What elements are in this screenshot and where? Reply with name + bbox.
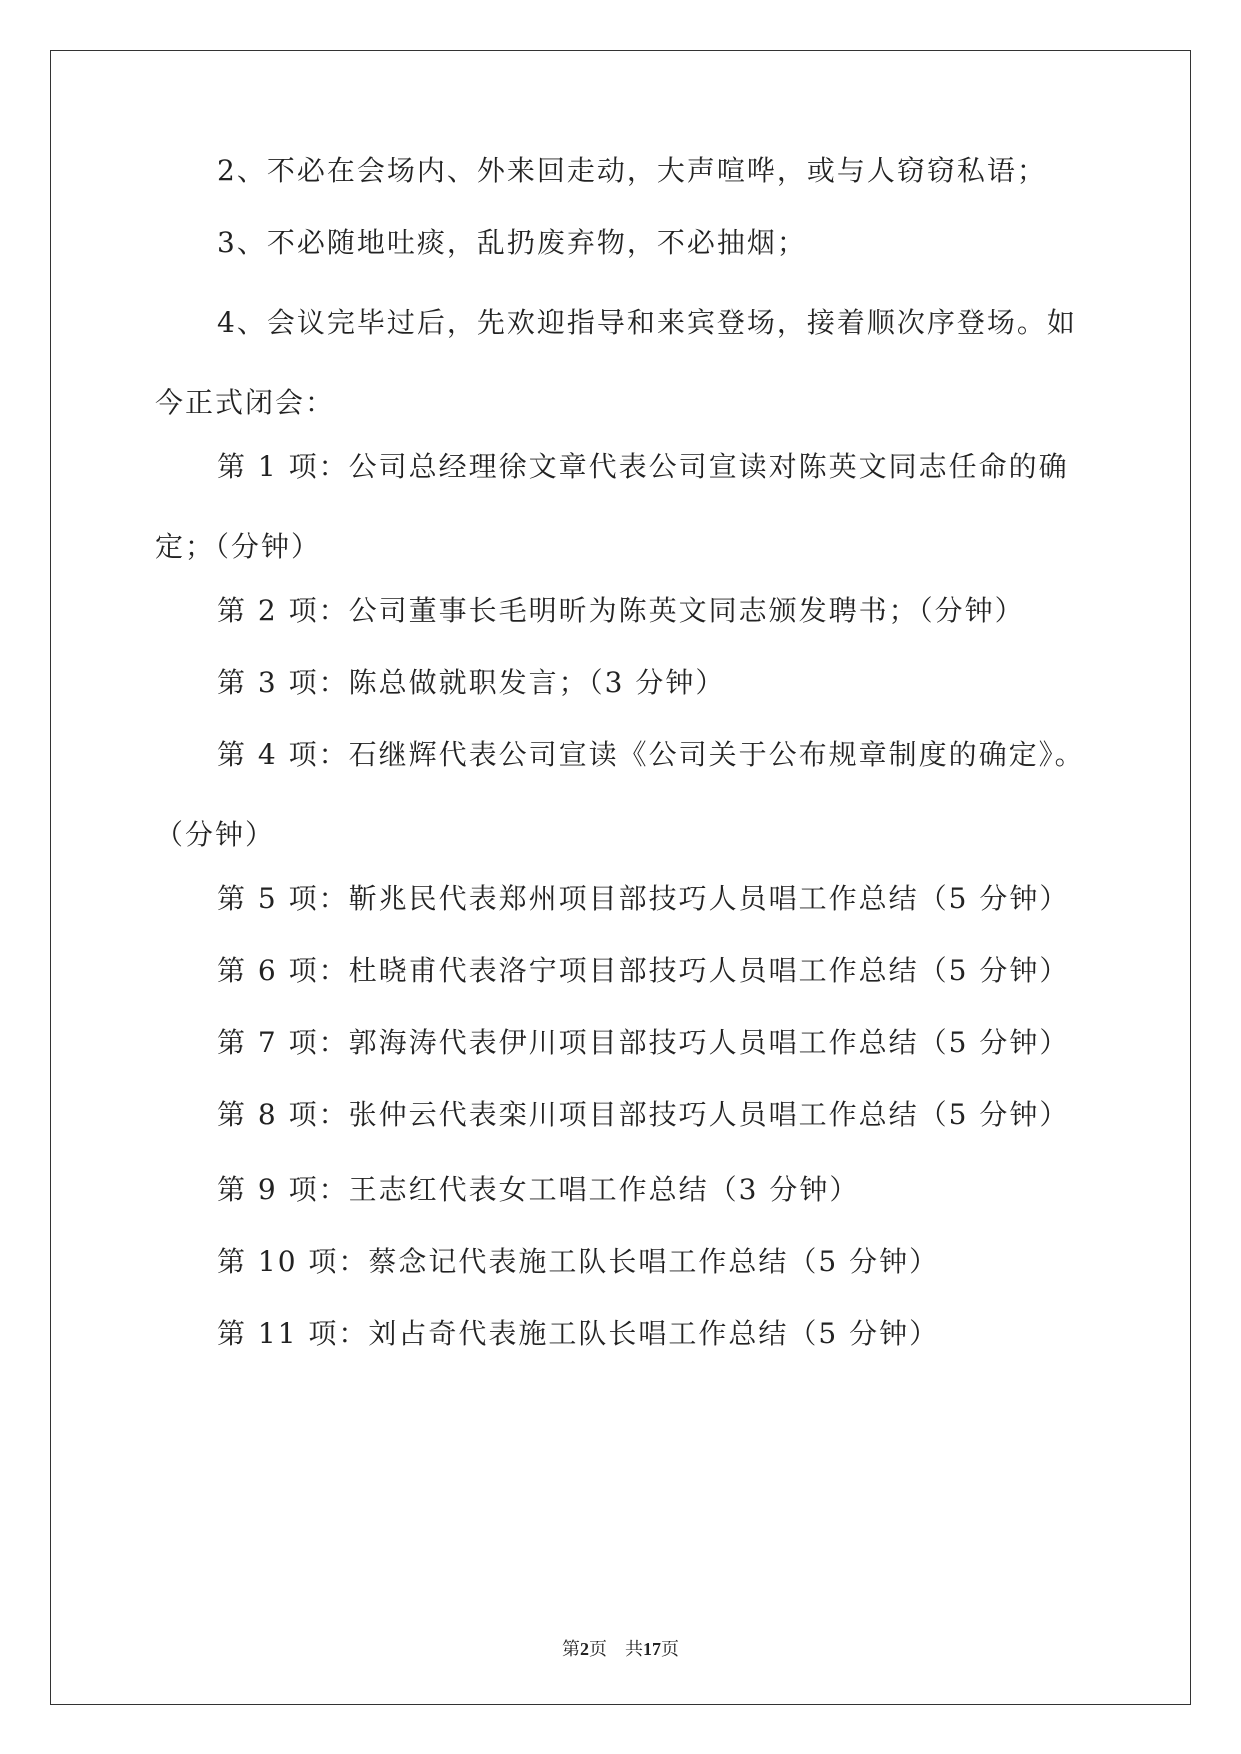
- footer-suffix: 页: [661, 1639, 679, 1660]
- page-footer: [0, 1637, 1241, 1662]
- paragraph-item-4: 第 4 项：石继辉代表公司宣读《公司关于公布规章制度的确定》。（分钟）: [155, 738, 1085, 851]
- paragraph-rule-3: 3、不必随地吐痰，乱扔废弃物，不必抽烟；: [217, 226, 807, 259]
- footer-prefix: 第: [562, 1639, 580, 1660]
- paragraph-item-8: 第 8 项：张仲云代表栾川项目部技巧人员唱工作总结（5 分钟）: [217, 1098, 1070, 1131]
- paragraph-item-3: 第 3 项：陈总做就职发言；（3 分钟）: [217, 666, 726, 699]
- paragraph-item-1: 第 1 项：公司总经理徐文章代表公司宣读对陈英文同志任命的确定；（分钟）: [155, 450, 1069, 563]
- paragraph-item-5: 第 5 项：靳兆民代表郑州项目部技巧人员唱工作总结（5 分钟）: [217, 882, 1070, 915]
- paragraph-item-6: 第 6 项：杜晓甫代表洛宁项目部技巧人员唱工作总结（5 分钟）: [217, 954, 1070, 987]
- paragraph-item-11: 第 11 项：刘占奇代表施工队长唱工作总结（5 分钟）: [217, 1317, 940, 1350]
- footer-middle: 页 共: [589, 1639, 643, 1660]
- paragraph-item-7: 第 7 项：郭海涛代表伊川项目部技巧人员唱工作总结（5 分钟）: [217, 1026, 1070, 1059]
- paragraph-rule-2: 2、不必在会场内、外来回走动，大声喧哗，或与人窃窃私语；: [217, 154, 1047, 187]
- paragraph-rule-4: 4、会议完毕过后，先欢迎指导和来宾登场，接着顺次序登场。如今正式闭会：: [155, 306, 1077, 419]
- paragraph-item-2: 第 2 项：公司董事长毛明昕为陈英文同志颁发聘书；（分钟）: [217, 594, 1025, 627]
- footer-total-pages: 17: [643, 1639, 661, 1659]
- paragraph-item-10: 第 10 项：蔡念记代表施工队长唱工作总结（5 分钟）: [217, 1245, 940, 1278]
- paragraph-item-9: 第 9 项：王志红代表女工唱工作总结（3 分钟）: [217, 1173, 860, 1206]
- footer-page-number: 2: [580, 1639, 589, 1659]
